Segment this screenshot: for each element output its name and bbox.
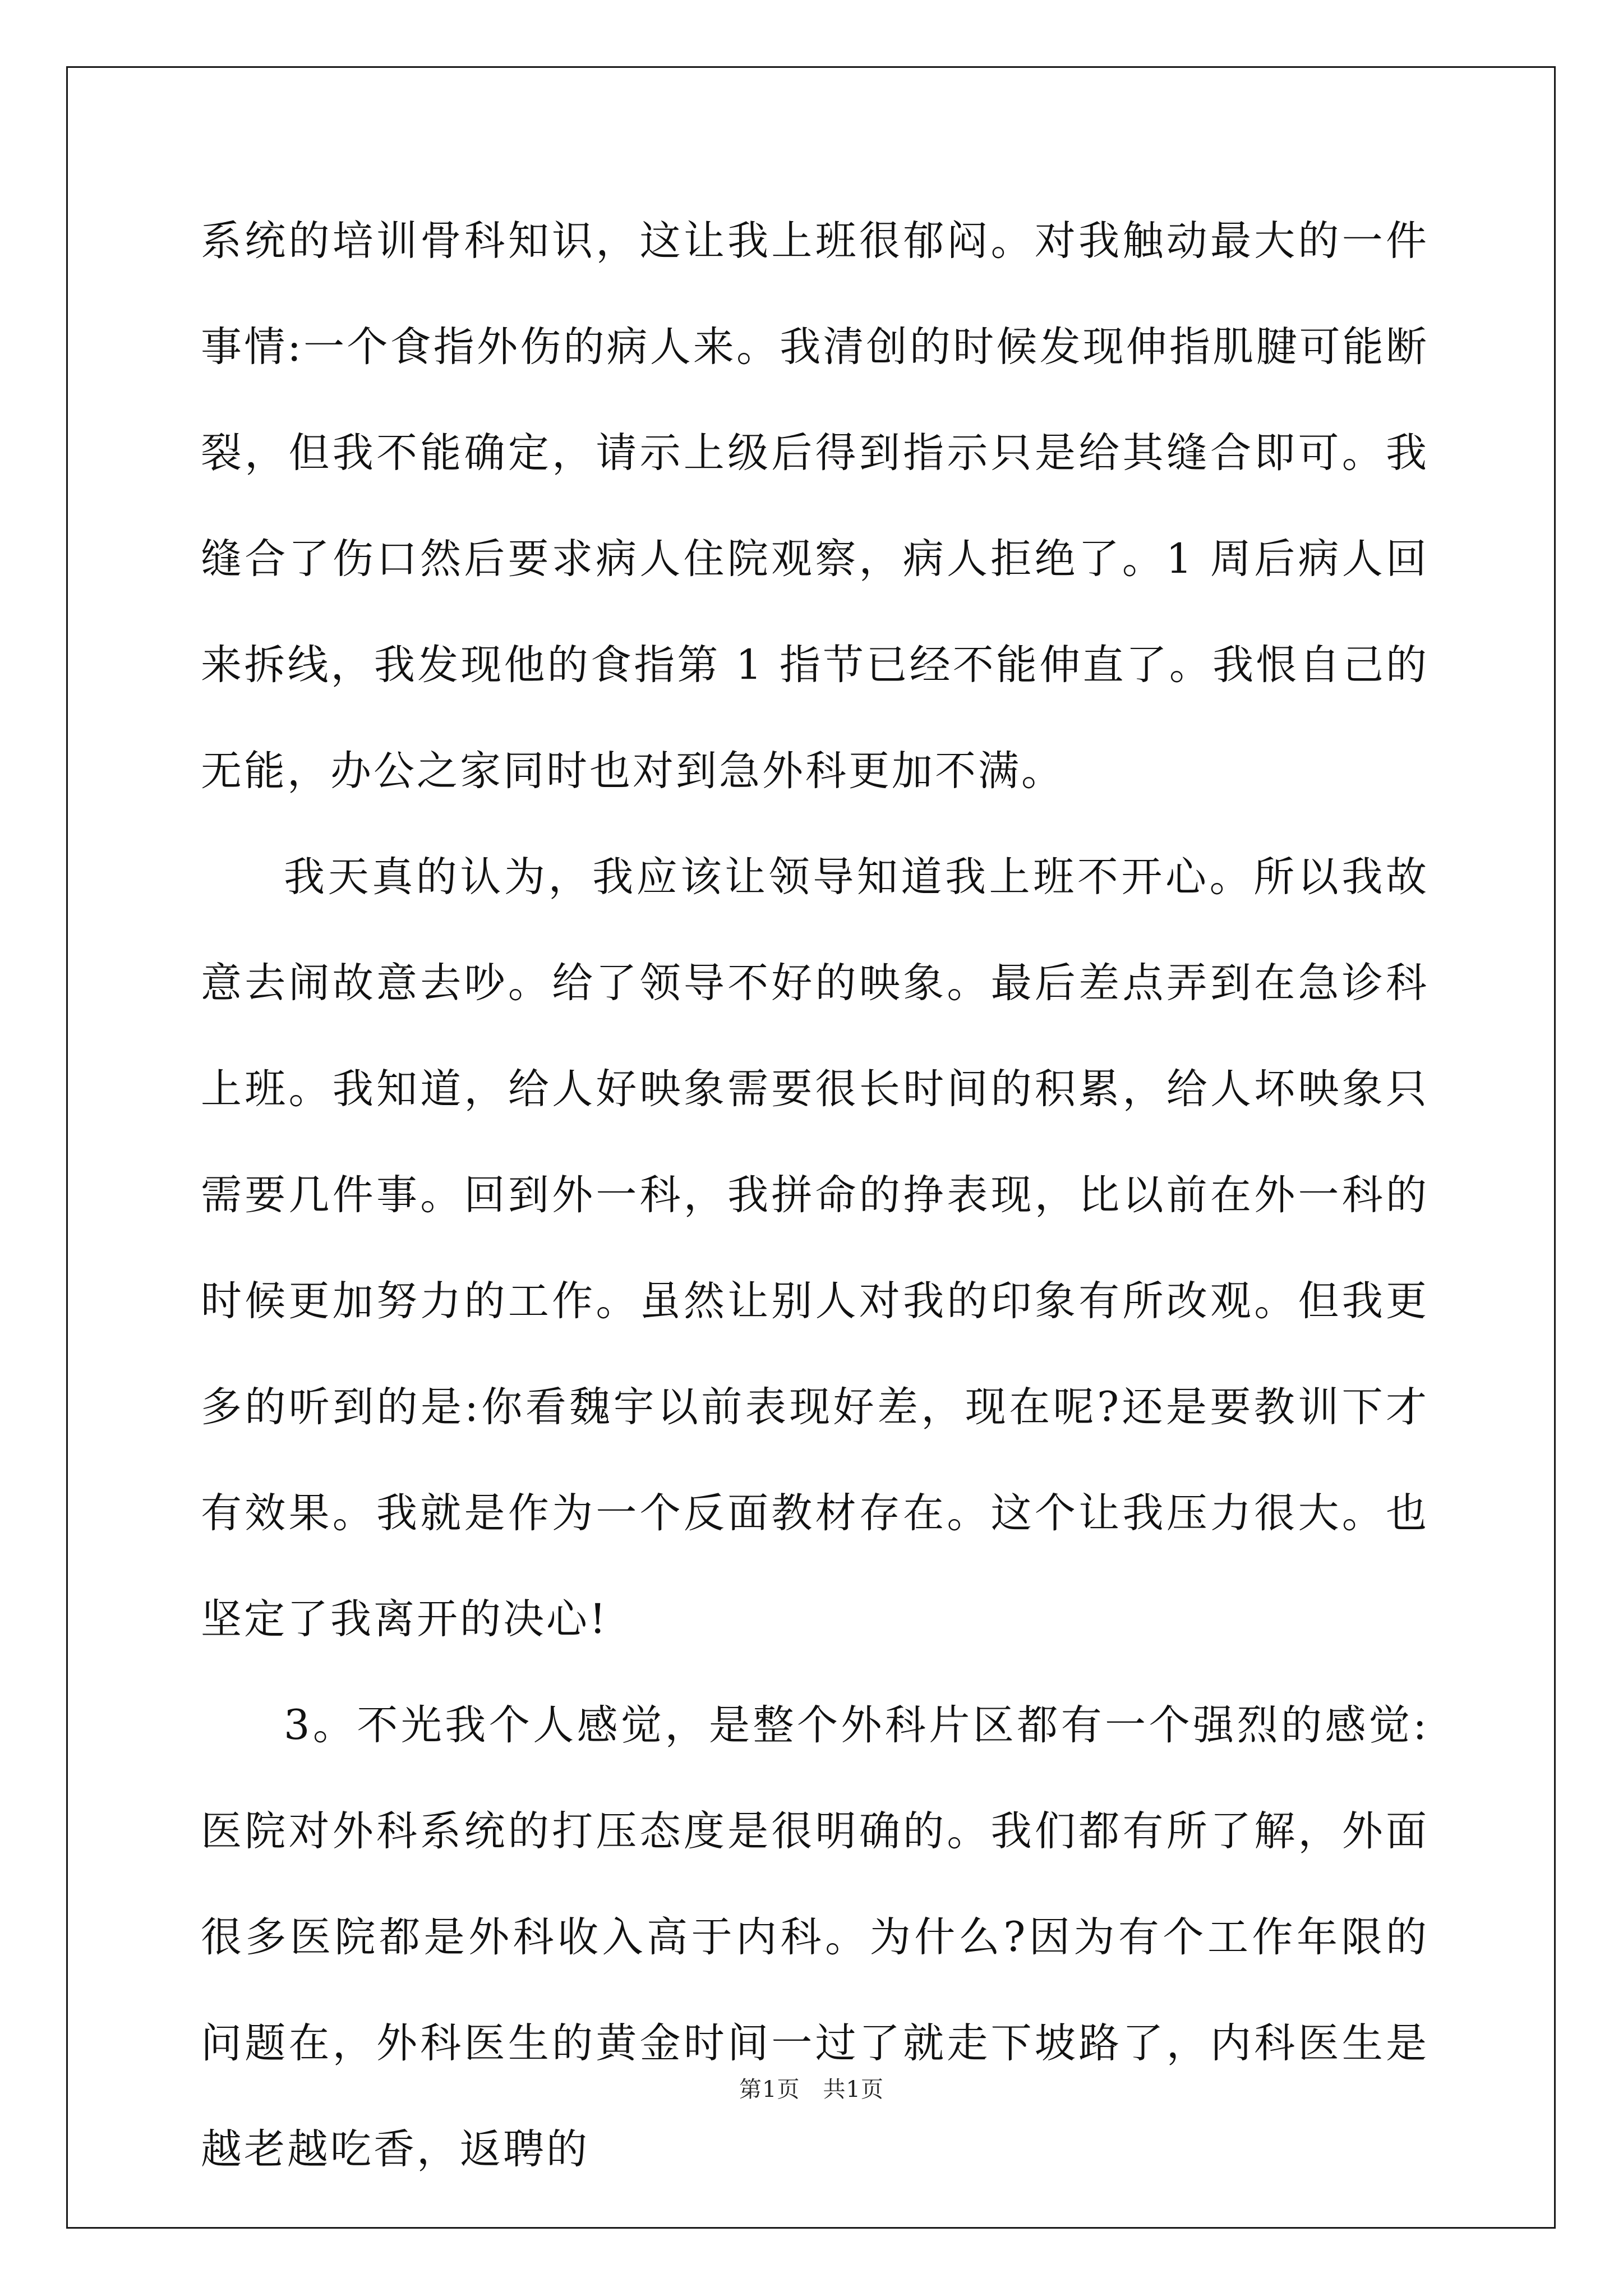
- document-body: [201, 188, 1429, 2202]
- paragraph-3: 3。不光我个人感觉，是整个外科片区都有一个强烈的感觉:医院对外科系统的打压态度是很明确的。我们都有所了解，外面很多医院都是外科收入高于内科。为什么?因为有个工作年限的问题在，外科医生的黄金时间一过了就走下坡路了，内科医生是越老越吃香，返聘的: [201, 1701, 1429, 2173]
- paragraph-2: 我天真的认为，我应该让领导知道我上班不开心。所以我故意去闹故意去吵。给了领导不好的映象。最后差点弄到在急诊科上班。我知道，给人好映象需要很长时间的积累，给人坏映象只需要几件事。回到外一科，我拼命的挣表现，比以前在外一科的时候更加努力的工作。虽然让别人对我的印象有所改观。但我更多的听到的是:你看魏宇以前表现好差，现在呢?还是要教训下才有效果。我就是作为一个反面教材存在。这个让我压力很大。也坚定了我离开的决心!: [201, 853, 1429, 1643]
- page-number-footer: 第1页 共1页: [739, 2077, 884, 2102]
- paragraph-1: 系统的培训骨科知识，这让我上班很郁闷。对我触动最大的一件事情:一个食指外伤的病人来。我清创的时候发现伸指肌腱可能断裂，但我不能确定，请示上级后得到指示只是给其缝合即可。我缝合了伤口然后要求病人住院观察，病人拒绝了。1 周后病人回来拆线，我发现他的食指第 1 指节已经不能伸直了。我恨自己的无能，办公之家同时也对到急外科更加不满。: [201, 217, 1429, 795]
